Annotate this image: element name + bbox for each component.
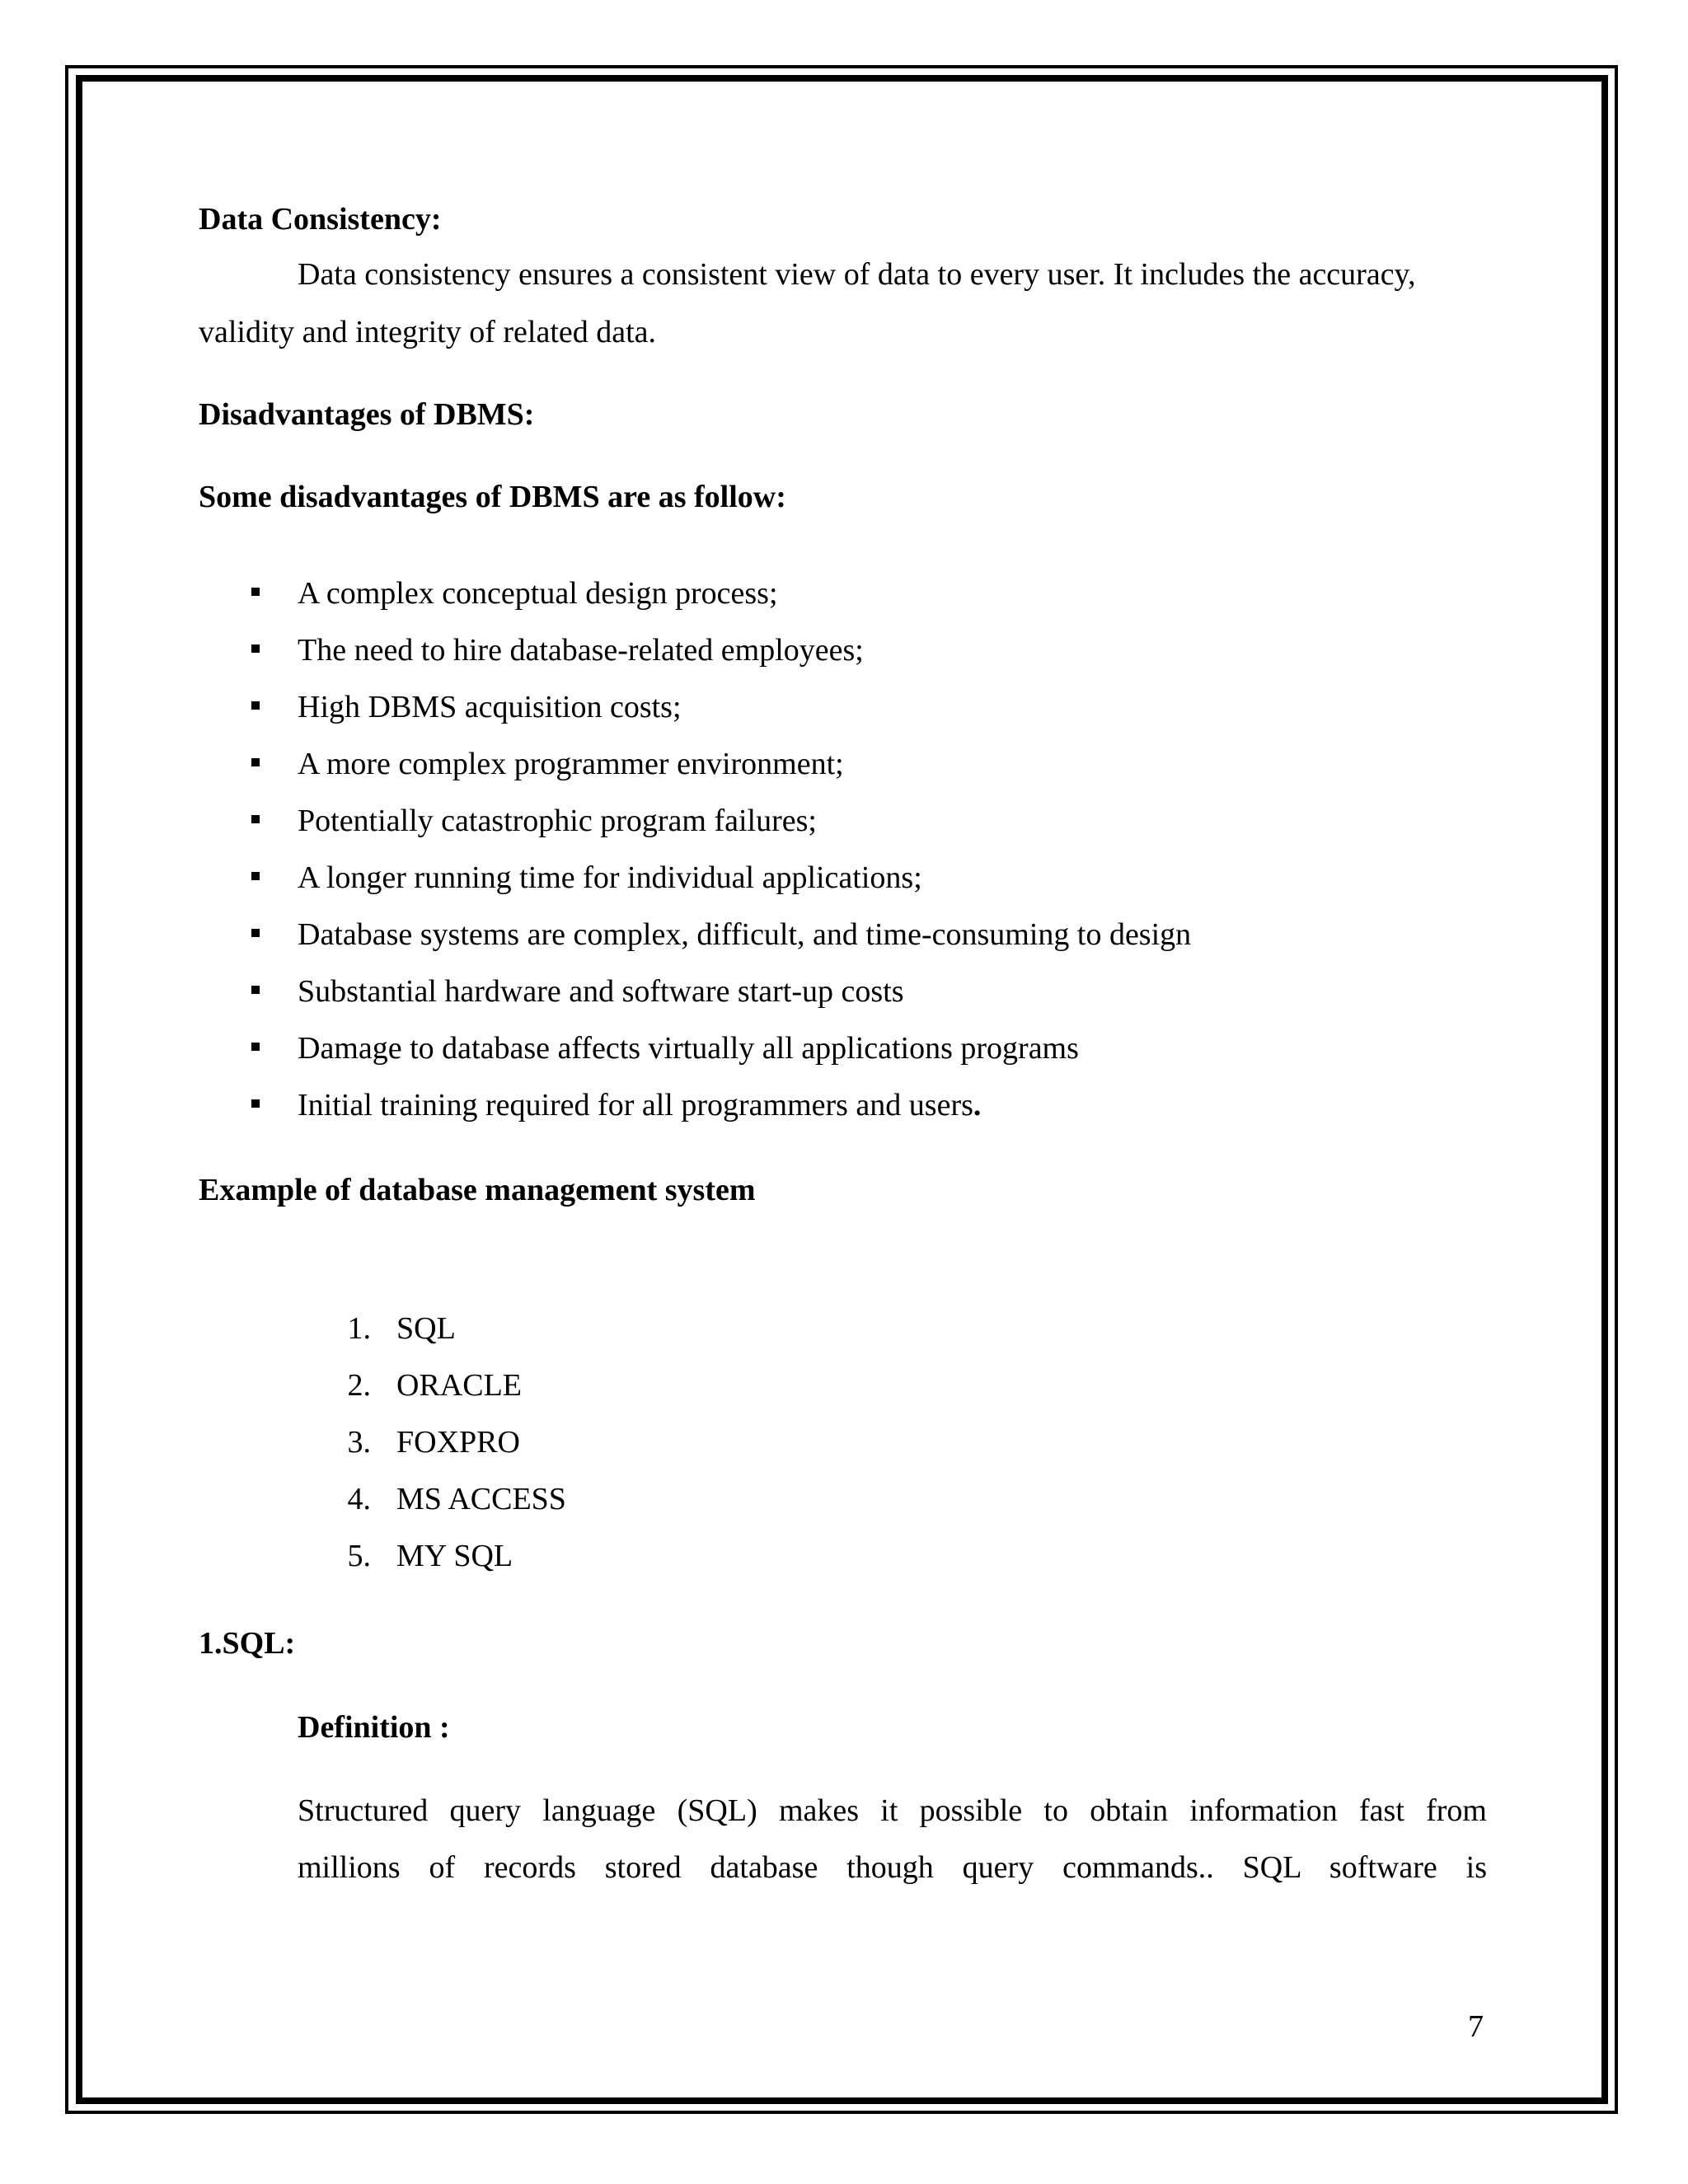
list-item-number: 3. — [347, 1425, 371, 1460]
list-item-number: 2. — [347, 1368, 371, 1403]
subheading-disadvantages: Some disadvantages of DBMS are as follow: — [199, 480, 786, 514]
list-item-text: Database systems are complex, difficult, and time-consuming to design — [298, 917, 1192, 952]
square-bullet-icon — [251, 872, 260, 880]
list-item-text: Damage to database affects virtually all applications programs — [298, 1031, 1079, 1066]
list-item-text: SQL — [396, 1311, 456, 1346]
square-bullet-icon — [251, 1099, 260, 1108]
paragraph-line-1: Data consistency ensures a consistent view of data to every user. It includes the accuracy, — [298, 257, 1416, 292]
list-item-number: 4. — [347, 1482, 371, 1516]
square-bullet-icon — [251, 1043, 260, 1051]
square-bullet-icon — [251, 986, 260, 994]
heading-examples: Example of database management system — [199, 1173, 756, 1207]
list-item-text-main: Initial training required for all programmers and users — [298, 1088, 973, 1122]
paragraph-line-2: validity and integrity of related data. — [199, 315, 657, 349]
list-item-text: ORACLE — [396, 1368, 522, 1403]
sql-paragraph-line-2: millions of records stored database though query commands.. SQL software is — [298, 1850, 1487, 1885]
square-bullet-icon — [251, 701, 260, 710]
list-item-text: FOXPRO — [396, 1425, 520, 1460]
list-item-text: A more complex programmer environment; — [298, 747, 844, 781]
list-item-text: The need to hire database-related employees; — [298, 633, 864, 668]
square-bullet-icon — [251, 644, 260, 653]
list-item-text: Potentially catastrophic program failures; — [298, 804, 817, 838]
list-item-text: Substantial hardware and software start-up costs — [298, 974, 904, 1009]
page-number: 7 — [1468, 2009, 1484, 2044]
heading-disadvantages: Disadvantages of DBMS: — [199, 397, 535, 432]
list-item-text: A complex conceptual design process; — [298, 576, 778, 611]
heading-sql: 1.SQL: — [199, 1626, 296, 1661]
list-item-period: . — [973, 1088, 982, 1122]
list-item-text: MY SQL — [396, 1539, 513, 1573]
square-bullet-icon — [251, 815, 260, 823]
list-item-text — [298, 1086, 981, 1124]
list-item-number: 1. — [347, 1311, 371, 1346]
list-item-number: 5. — [347, 1539, 371, 1573]
list-item-text: A longer running time for individual applications; — [298, 860, 922, 895]
heading-data-consistency: Data Consistency: — [199, 202, 442, 237]
list-item-text: High DBMS acquisition costs; — [298, 690, 682, 724]
square-bullet-icon — [251, 588, 260, 596]
list-item-text: MS ACCESS — [396, 1482, 566, 1516]
square-bullet-icon — [251, 929, 260, 937]
subheading-definition: Definition : — [298, 1710, 450, 1745]
sql-paragraph-line-1: Structured query language (SQL) makes it possible to obtain information fast from — [298, 1793, 1487, 1828]
square-bullet-icon — [251, 758, 260, 766]
